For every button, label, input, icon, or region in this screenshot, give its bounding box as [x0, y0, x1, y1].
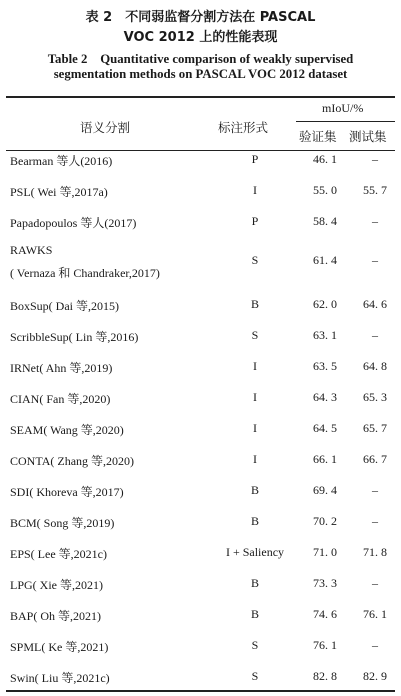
- table-row: [0, 359, 401, 377]
- method-cell: [10, 214, 136, 231]
- test-miou-cell: 82. 9: [363, 669, 387, 683]
- table-row: [0, 452, 401, 470]
- method-cell: [10, 390, 110, 407]
- table-row: [0, 483, 401, 501]
- annotation-cell: P: [251, 152, 259, 166]
- method-name: BCM( Song 等,2019): [10, 516, 115, 530]
- method-name: IRNet( Ahn 等,2019): [10, 361, 113, 375]
- method-cell: [10, 669, 110, 686]
- table-row: [0, 183, 401, 201]
- method-name: ScribbleSup( Lin 等,2016): [10, 330, 139, 344]
- val-miou-cell: 64. 3: [313, 390, 337, 404]
- table-row: [0, 514, 401, 532]
- method-cell: [10, 514, 114, 531]
- method-cell: [10, 607, 101, 624]
- method-cell: [10, 183, 108, 200]
- top-rule: [6, 96, 395, 98]
- annotation-cell: S: [251, 638, 259, 652]
- annotation-cell: S: [251, 669, 259, 683]
- val-miou-cell: 64. 5: [313, 421, 337, 435]
- method-name: RAWKS: [10, 243, 53, 257]
- method-name: PSL( Wei 等,2017a): [10, 185, 108, 199]
- table-row: [0, 152, 401, 170]
- method-name: Bearman 等人(2016): [10, 154, 113, 168]
- annotation-cell: B: [250, 297, 259, 311]
- table-row: [0, 545, 401, 563]
- val-miou-cell: 66. 1: [313, 452, 337, 466]
- annotation-cell: P: [251, 214, 259, 228]
- test-miou-cell: 71. 8: [363, 545, 387, 559]
- val-miou-cell: 82. 8: [313, 669, 337, 683]
- test-miou-cell: –: [372, 214, 378, 228]
- test-miou-cell: 64. 6: [363, 297, 387, 311]
- method-name: SEAM( Wang 等,2020): [10, 423, 124, 437]
- method-name-line2: ( Vernaza 和 Chandraker,2017): [10, 266, 160, 280]
- test-miou-cell: –: [372, 638, 378, 652]
- val-miou-cell: 62. 0: [313, 297, 337, 311]
- val-miou-cell: 76. 1: [313, 638, 337, 652]
- annotation-cell: S: [251, 328, 259, 342]
- val-miou-cell: 55. 0: [313, 183, 337, 197]
- table-row: [0, 297, 401, 315]
- test-miou-cell: –: [372, 514, 378, 528]
- header-rule: [6, 150, 395, 151]
- val-miou-cell: 63. 5: [313, 359, 337, 373]
- method-cell: [10, 328, 138, 345]
- test-miou-cell: 66. 7: [363, 452, 387, 466]
- method-name: BAP( Oh 等,2021): [10, 609, 102, 623]
- annotation-cell: B: [250, 514, 259, 528]
- table-row: [0, 638, 401, 656]
- test-miou-cell: 65. 7: [363, 421, 387, 435]
- table-row: [0, 390, 401, 408]
- val-miou-cell: 61. 4: [313, 253, 337, 267]
- method-cell: [10, 638, 108, 655]
- bottom-rule: [6, 690, 395, 692]
- val-miou-cell: 70. 2: [313, 514, 337, 528]
- annotation-cell: I: [253, 183, 257, 197]
- table-row: [0, 669, 401, 687]
- test-miou-cell: –: [372, 152, 378, 166]
- val-miou-cell: 71. 0: [313, 545, 337, 559]
- table-row: [0, 607, 401, 625]
- method-name: SPML( Ke 等,2021): [10, 640, 109, 654]
- table-row: [0, 243, 401, 279]
- val-miou-cell: 73. 3: [313, 576, 337, 590]
- test-miou-cell: 55. 7: [363, 183, 387, 197]
- table-row: [0, 576, 401, 594]
- method-name: Swin( Liu 等,2021c): [10, 671, 110, 685]
- val-miou-cell: 69. 4: [313, 483, 337, 497]
- val-miou-cell: 74. 6: [313, 607, 337, 621]
- test-miou-cell: 65. 3: [363, 390, 387, 404]
- caption-en-line2: segmentation methods on PASCAL VOC 2012 dataset: [53, 67, 348, 81]
- method-cell: [10, 152, 112, 169]
- annotation-cell: I: [253, 452, 257, 466]
- header-metric: mIoU/%: [322, 101, 364, 115]
- method-cell: [10, 297, 119, 314]
- test-miou-cell: 64. 8: [363, 359, 387, 373]
- caption-zh-line2: VOC 2012 上的性能表现: [123, 30, 278, 45]
- method-cell: [10, 243, 160, 281]
- annotation-cell: S: [251, 253, 259, 267]
- table-row: [0, 214, 401, 232]
- test-miou-cell: 76. 1: [363, 607, 387, 621]
- annotation-cell: B: [250, 607, 259, 621]
- method-cell: [10, 359, 112, 376]
- test-miou-cell: –: [372, 483, 378, 497]
- method-cell: [10, 452, 134, 469]
- header-annotation: 标注形式: [218, 120, 269, 135]
- method-cell: [10, 421, 124, 438]
- test-miou-cell: –: [372, 253, 378, 267]
- annotation-cell: I: [253, 390, 257, 404]
- method-cell: [10, 576, 103, 593]
- caption-en-line1: Table 2 Quantitative comparison of weakly supervised: [47, 52, 354, 66]
- table-row: [0, 421, 401, 439]
- test-miou-cell: –: [372, 576, 378, 590]
- method-name: BoxSup( Dai 等,2015): [10, 299, 119, 313]
- table-row: [0, 328, 401, 346]
- header-val: 验证集: [299, 129, 337, 144]
- metric-rule: [296, 121, 395, 122]
- annotation-cell: B: [250, 576, 259, 590]
- val-miou-cell: 63. 1: [313, 328, 337, 342]
- header-test: 测试集: [349, 129, 387, 144]
- annotation-cell: I: [253, 421, 257, 435]
- val-miou-cell: 46. 1: [313, 152, 337, 166]
- method-name: Papadopoulos 等人(2017): [10, 216, 137, 230]
- annotation-cell: B: [250, 483, 259, 497]
- method-cell: [10, 483, 124, 500]
- annotation-cell: I + Saliency: [225, 545, 285, 559]
- val-miou-cell: 58. 4: [313, 214, 337, 228]
- method-name: SDI( Khoreva 等,2017): [10, 485, 124, 499]
- header-method: 语义分割: [80, 120, 131, 135]
- method-name: CIAN( Fan 等,2020): [10, 392, 111, 406]
- test-miou-cell: –: [372, 328, 378, 342]
- method-name: CONTA( Zhang 等,2020): [10, 454, 135, 468]
- method-name: LPG( Xie 等,2021): [10, 578, 103, 592]
- caption-zh-line1: 表 2 不同弱监督分割方法在 PASCAL: [85, 10, 316, 25]
- annotation-cell: I: [253, 359, 257, 373]
- method-name: EPS( Lee 等,2021c): [10, 547, 107, 561]
- method-cell: [10, 545, 107, 562]
